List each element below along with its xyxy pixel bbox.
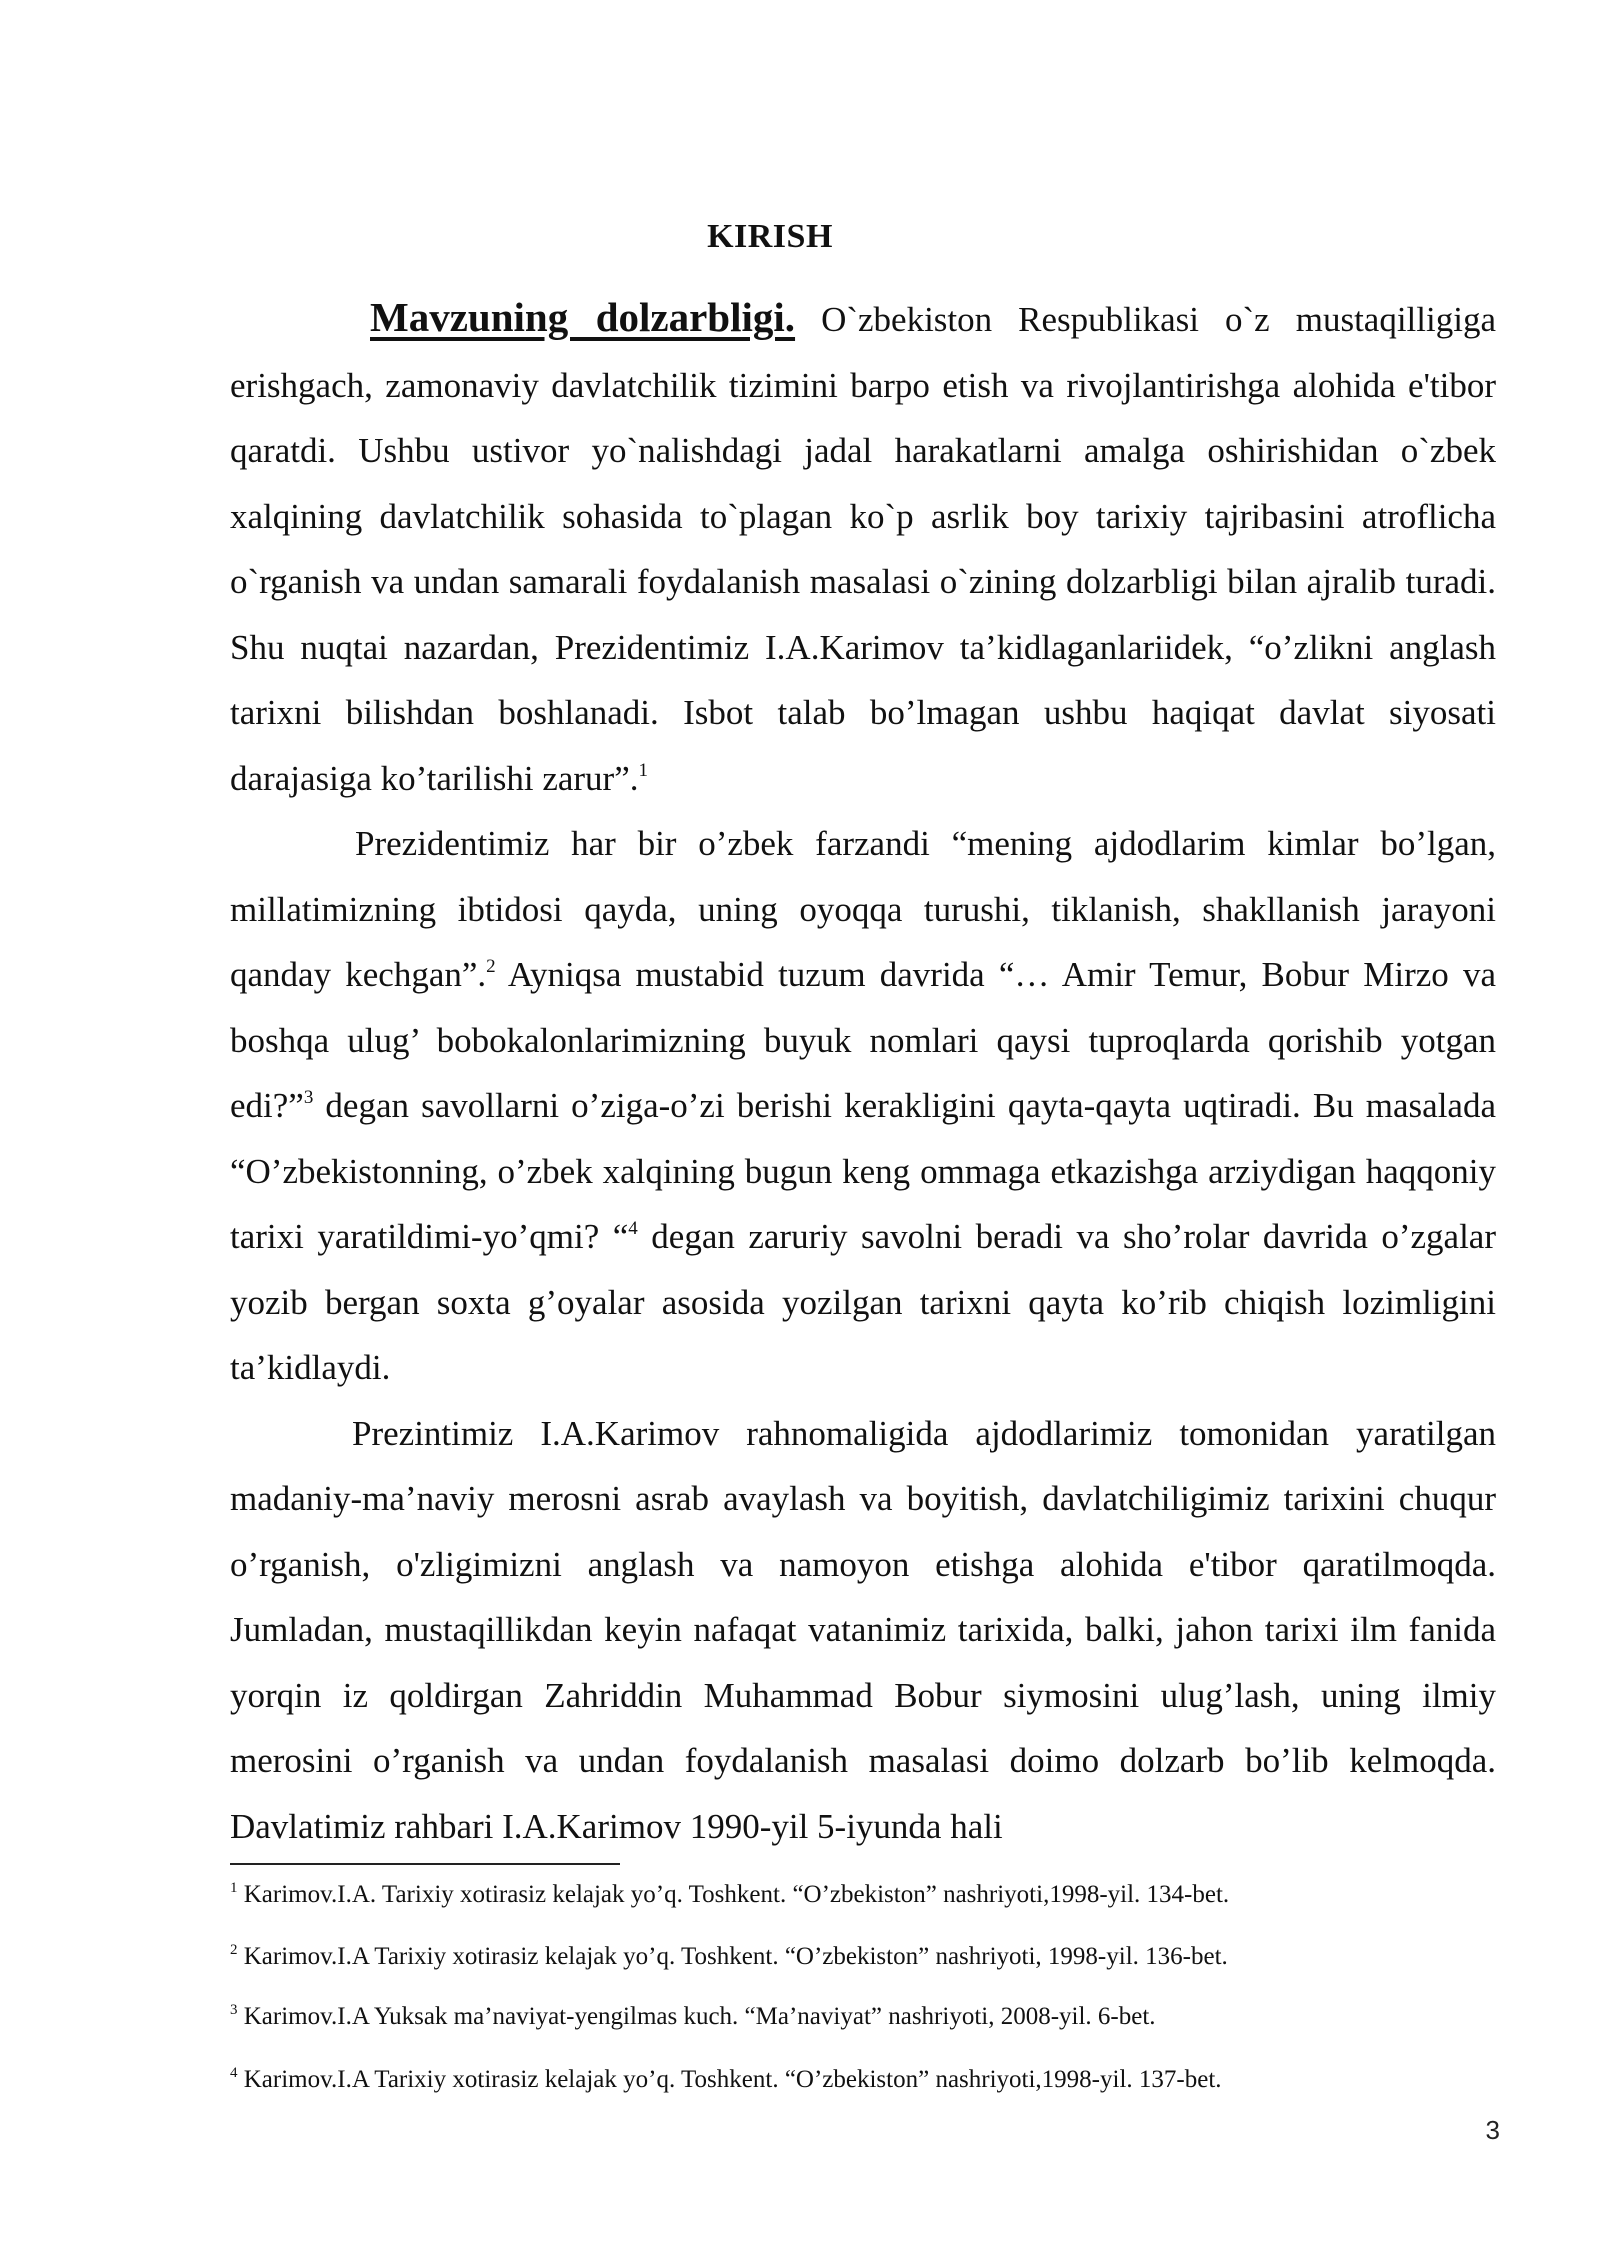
footnote-text: Karimov.I.A Tarixiy xotirasiz kelajak yo’q. Toshkent. “O’zbekiston” nashriyoti,1998-yil. 137-bet.: [237, 2066, 1222, 2093]
section-title: Mavzuning dolzarbligi.: [370, 294, 796, 340]
footnote-ref-1[interactable]: 1: [638, 759, 648, 781]
paragraph-2-text-d: degan zaruriy savolni beradi va sho’rolar davrida o’zgalar yozib bergan soxta g’oyalar asosida yozilgan tarixni qayta ko’rib chiqish lozimligini ta’kidlaydi.: [230, 1217, 1496, 1387]
paragraph-3: Prezintimiz I.A.Karimov rahnomaligida ajdodlarimiz tomonidan yaratilgan madaniy-ma’naviy merosni asrab avaylash va boyitish, davlatchiligimiz tarixini chuqur o’rganish, o'zligimizni anglash va namoyon etishga alohida e'tibor qaratilmoqda. Jumladan, mustaqillikdan keyin nafaqat vatanimiz tarixida, balki, jahon tarixi ilm fanida yorqin iz qoldirgan Zahriddin Muhammad Bobur siymosini ulug’lash, uning ilmiy merosini o’rganish va undan foydalanish masalasi doimo dolzarb bo’lib kelmoqda. Davlatimiz rahbari I.A.Karimov 1990-yil 5-iyunda hali: [230, 1413, 1496, 1846]
footnote-4: [230, 2065, 1222, 2095]
footnote-1: [230, 1880, 1229, 1910]
footnote-separator: [230, 1863, 620, 1865]
footnote-number: 1: [230, 1880, 238, 1896]
footnote-number: 2: [230, 1942, 238, 1958]
footnote-2: [230, 1942, 1228, 1972]
paragraph-2-text-c: degan savollarni o’ziga-o’zi berishi kerakligini qayta-qayta uqtiradi. Bu masalada “O’zbekistonning, o’zbek xalqining bugun keng ommaga etkazishga arziydigan haqqoniy tarixi yaratildimi-yo’qmi? “: [230, 1086, 1496, 1256]
page-number: 3: [1485, 2115, 1500, 2145]
paragraph-2: [230, 811, 1496, 1401]
footnote-text: Karimov.I.A Tarixiy xotirasiz kelajak yo’q. Toshkent. “O’zbekiston” nashriyoti, 1998-yil. 136-bet.: [237, 1943, 1228, 1970]
footnote-3: [230, 2002, 1156, 2032]
footnote-ref-4[interactable]: 4: [628, 1218, 638, 1239]
footnote-number: 3: [230, 2002, 238, 2018]
footnote-text: Karimov.I.A Yuksak ma’naviyat-yengilmas kuch. “Ma’naviyat” nashriyoti, 2008-yil. 6-bet.: [237, 2003, 1156, 2030]
paragraph-1: [230, 285, 1496, 811]
footnote-number: 4: [230, 2065, 238, 2081]
footnote-ref-3[interactable]: 3: [303, 1087, 314, 1108]
body-text: [230, 285, 1496, 1859]
footnote-ref-2[interactable]: 2: [486, 956, 496, 977]
paragraph-2-text-a: Prezidentimiz har bir o’zbek farzandi “mening ajdodlarim kimlar bo’lgan, millatimizning ibtidosi qayda, uning oyoqqa turushi, tiklanish, shakllanish jarayoni qanday kechgan”.: [230, 824, 1496, 994]
paragraph-1-text: O`zbekiston Respublikasi o`z mustaqilligiga erishgach, zamonaviy davlatchilik tizimini barpo etish va rivojlantirishga alohida e'tibor qaratdi. Ushbu ustivor yo`nalishdagi jadal harakatlarni amalga oshirishidan o`zbek xalqining davlatchilik sohasida to`plagan ko`p asrlik boy tarixiy tajribasini atroflicha o`rganish va undan samarali foydalanish masalasi o`zining dolzarbligi bilan ajralib turadi. Shu nuqtai nazardan, Prezidentimiz I.A.Karimov ta’kidlaganlariidek, “o’zlikni anglash tarixni bilishdan boshlanadi. Isbot talab bo’lmagan ushbu haqiqat davlat siyosati darajasiga ko’tarilishi zarur”.: [230, 300, 1496, 798]
footnote-text: Karimov.I.A. Tarixiy xotirasiz kelajak yo’q. Toshkent. “O’zbekiston” nashriyoti,1998-yil. 134-bet.: [237, 1881, 1230, 1908]
page-heading: KIRISH: [707, 218, 833, 255]
paragraph-2-text-b: Ayniqsa mustabid tuzum davrida “… Amir Temur, Bobur Mirzo va boshqa ulug’ bobokalonlarimizning buyuk nomlari qaysi tuproqlarda qorishib yotgan edi?”: [230, 955, 1496, 1125]
